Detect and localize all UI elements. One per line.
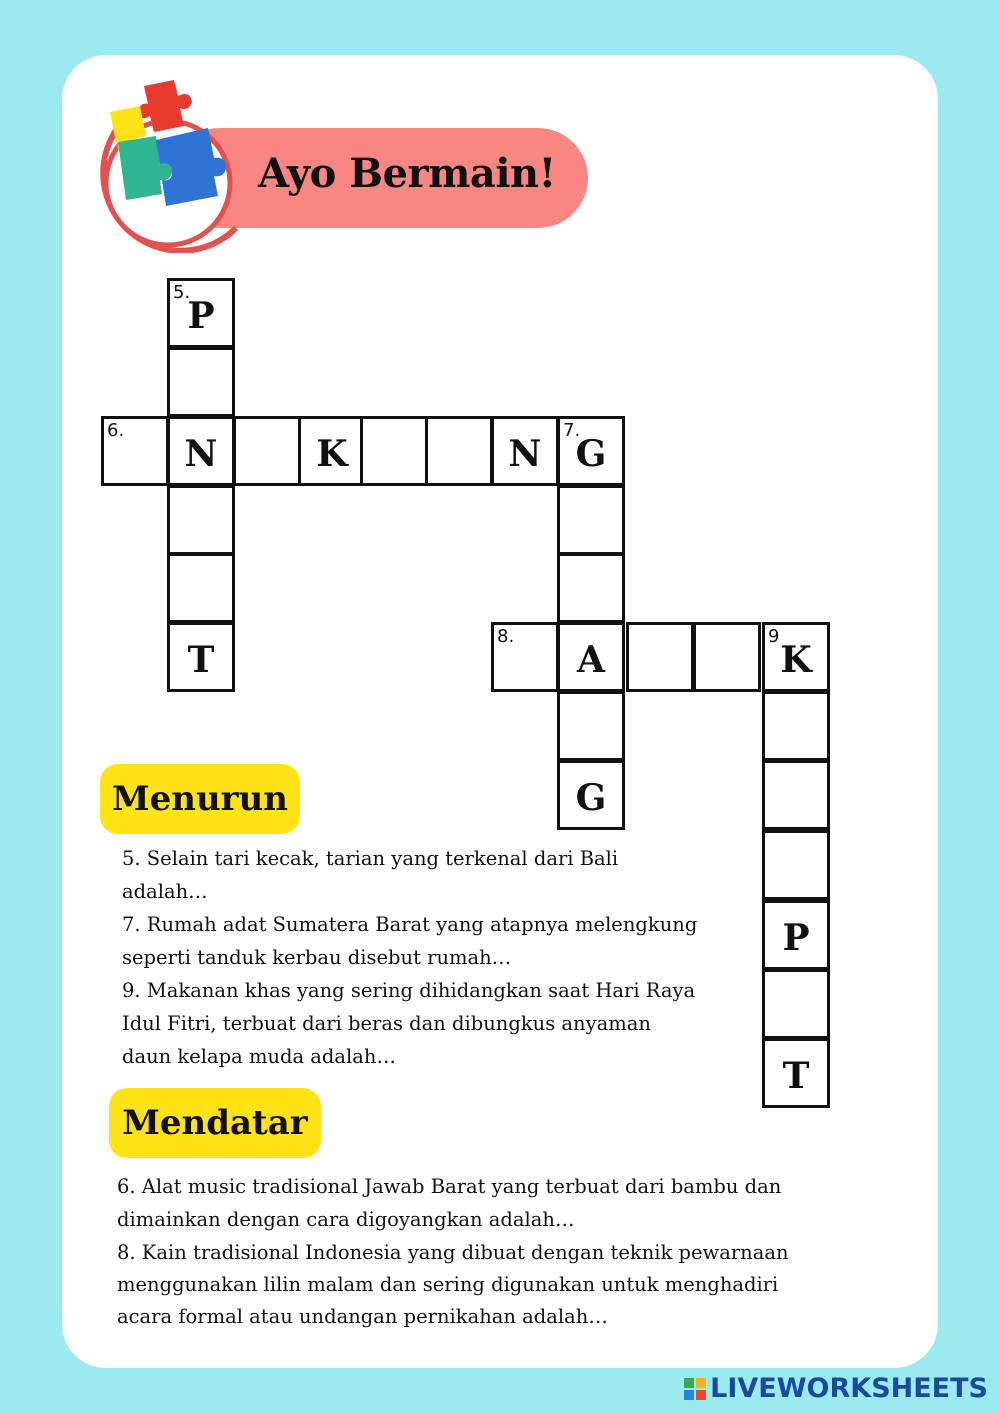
- clue-text: 7. Rumah adat Sumatera Barat yang atapnya melengkung: [122, 913, 698, 936]
- clue-text: 6. Alat music tradisional Jawab Barat yang terbuat dari bambu dan: [117, 1175, 782, 1198]
- grid-cell[interactable]: [425, 416, 493, 486]
- liveworksheets-logo-icon: [684, 1378, 706, 1400]
- cell-letter: A: [577, 639, 605, 681]
- clue-text: seperti tanduk kerbau disebut rumah…: [122, 946, 512, 969]
- cell-letter: G: [575, 433, 607, 475]
- grid-cell[interactable]: [167, 416, 235, 486]
- clue-text: acara formal atau undangan pernikahan adalah…: [117, 1305, 608, 1328]
- clue-text: Idul Fitri, terbuat dari beras dan dibungkus anyaman: [122, 1012, 651, 1035]
- cell-letter: G: [575, 777, 607, 819]
- grid-cell[interactable]: [557, 416, 625, 486]
- section-label-across: Mendatar: [109, 1088, 321, 1158]
- grid-cell[interactable]: [491, 416, 559, 486]
- grid-cell[interactable]: [762, 760, 830, 830]
- grid-cell[interactable]: [557, 760, 625, 830]
- grid-cell[interactable]: [491, 622, 559, 692]
- clue-text: 9. Makanan khas yang sering dihidangkan saat Hari Raya: [122, 979, 696, 1002]
- cell-letter: K: [316, 433, 348, 475]
- cell-letter: T: [782, 1055, 810, 1097]
- clue-text: 5. Selain tari kecak, tarian yang terkenal dari Bali: [122, 847, 619, 870]
- clue-text: menggunakan lilin malam dan sering digunakan untuk menghadiri: [117, 1273, 779, 1296]
- grid-cell[interactable]: [762, 830, 830, 900]
- clue-number: 5.: [173, 282, 191, 303]
- grid-cell[interactable]: [626, 622, 694, 692]
- clue-number: 9: [768, 626, 780, 647]
- grid-cell[interactable]: [167, 553, 235, 623]
- grid-cell[interactable]: [298, 416, 366, 486]
- clue-text: dimainkan dengan cara digoyangkan adalah…: [117, 1208, 575, 1231]
- cell-letter: N: [508, 433, 542, 475]
- grid-cell[interactable]: [360, 416, 428, 486]
- grid-cell[interactable]: [762, 691, 830, 761]
- grid-cell[interactable]: [167, 347, 235, 417]
- grid-cell[interactable]: [762, 969, 830, 1039]
- cell-letter: T: [187, 639, 215, 681]
- grid-cell[interactable]: [762, 1038, 830, 1108]
- clue-text: adalah…: [122, 880, 208, 903]
- grid-cell[interactable]: [101, 416, 169, 486]
- clue-number: 8.: [497, 626, 515, 647]
- liveworksheets-watermark[interactable]: [684, 1373, 988, 1404]
- cell-letter: P: [782, 917, 810, 959]
- grid-cell[interactable]: [557, 553, 625, 623]
- grid-cell[interactable]: [762, 900, 830, 970]
- grid-cell[interactable]: [557, 691, 625, 761]
- cell-letter: N: [184, 433, 218, 475]
- clue-text: 8. Kain tradisional Indonesia yang dibuat dengan teknik pewarnaan: [117, 1241, 789, 1264]
- cell-letter: P: [187, 295, 215, 337]
- grid-cell[interactable]: [557, 485, 625, 555]
- clue-number: 7.: [563, 420, 581, 441]
- section-label-down: Menurun: [100, 764, 300, 834]
- grid-cell[interactable]: [693, 622, 761, 692]
- grid-cell[interactable]: [557, 622, 625, 692]
- clue-number: 6.: [107, 420, 125, 441]
- puzzle-pieces-icon: [96, 78, 246, 253]
- grid-cell[interactable]: [167, 485, 235, 555]
- grid-cell[interactable]: [167, 278, 235, 348]
- grid-cell[interactable]: [233, 416, 301, 486]
- clue-text: daun kelapa muda adalah…: [122, 1045, 396, 1068]
- grid-cell[interactable]: [167, 622, 235, 692]
- page-title: Ayo Bermain!: [258, 150, 556, 197]
- cell-letter: K: [780, 639, 812, 681]
- watermark-text: LIVEWORKSHEETS: [710, 1373, 988, 1404]
- grid-cell[interactable]: [762, 622, 830, 692]
